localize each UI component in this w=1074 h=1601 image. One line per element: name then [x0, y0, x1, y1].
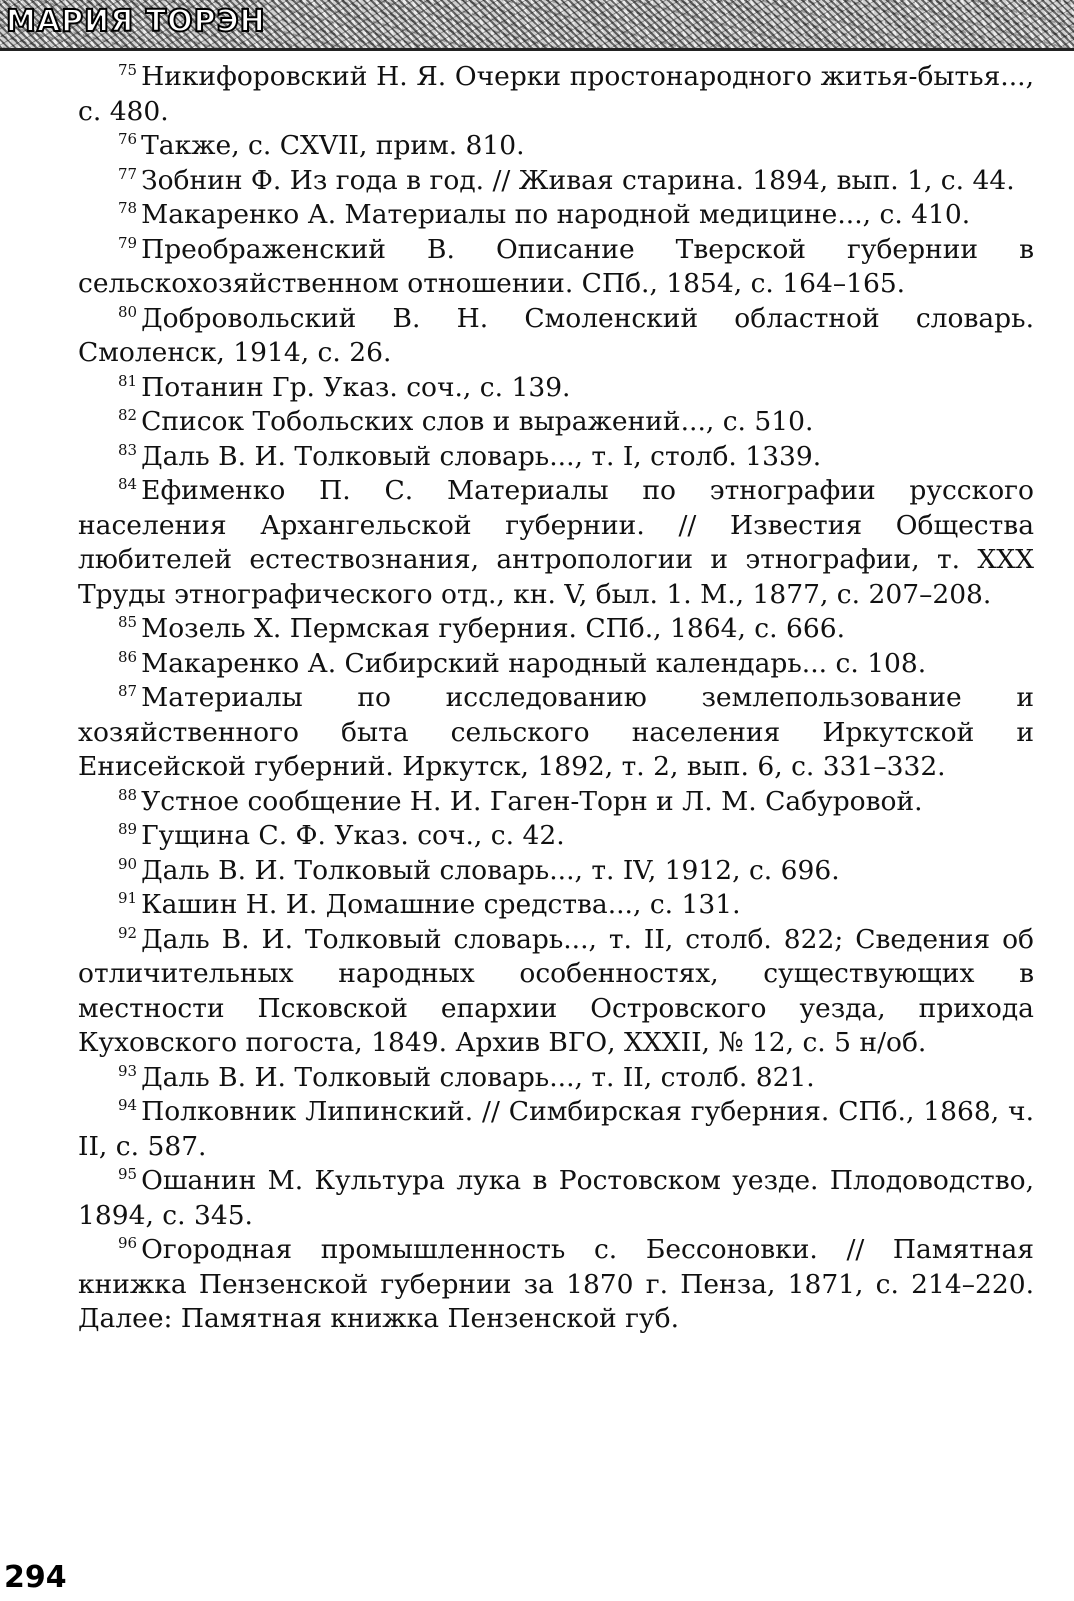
footnote-text: Макаренко А. Сибирский народный календарь... с. 108.: [141, 647, 927, 679]
footnote: [78, 1164, 1034, 1233]
footnote-text: Кашин Н. И. Домашние средства..., с. 131.: [141, 889, 741, 920]
footnote-text: Даль В. И. Толковый словарь..., т. II, столб. 822; Сведения об отличительных народных особенностях, существующих в местности Псковской епархии Островского уезда, прихода Куховского погоста, 1849. Архив ВГО, XXXII, № 12, с. 5 н/об.: [78, 923, 1034, 1058]
footnote-number: 95: [118, 1165, 138, 1183]
footnote-text: Зобнин Ф. Из года в год. // Живая старина. 1894, вып. 1, с. 44.: [141, 164, 1015, 196]
running-header-title: МАРИЯ ТОРЭН: [6, 4, 266, 39]
footnote-text: Полковник Липинский. // Симбирская губерния. СПб., 1868, ч. II, с. 587.: [78, 1096, 1034, 1162]
footnote-number: 79: [118, 233, 138, 252]
footnote-text: Преображенский В. Описание Тверской губернии в сельскохозяйственном отношении. СПб., 1854, с. 164–165.: [78, 233, 1034, 299]
footnote: [78, 1233, 1034, 1337]
footnote: [78, 405, 1034, 440]
footnote-number: 78: [118, 199, 138, 217]
footnote-text: Никифоровский Н. Я. Очерки простонародного житья-бытья..., с. 480.: [78, 61, 1034, 127]
footnote-text: Даль В. И. Толковый словарь..., т. I, столб. 1339.: [141, 440, 822, 472]
footnote: [78, 60, 1034, 129]
footnote-number: 81: [118, 371, 138, 390]
footnote-number: 80: [118, 302, 138, 321]
footnote-text: Устное сообщение Н. И. Гаген-Торн и Л. М. Сабуровой.: [141, 785, 923, 817]
footnote-number: 83: [118, 440, 138, 459]
footnote-number: 90: [118, 854, 138, 873]
footnote: [78, 302, 1034, 371]
footnote: [78, 198, 1034, 233]
footnote-number: 91: [118, 889, 138, 907]
footnote-number: 75: [118, 61, 138, 79]
footnote-text: Ошанин М. Культура лука в Ростовском уезде. Плодоводство, 1894, с. 345.: [78, 1165, 1034, 1231]
footnote: [78, 1095, 1034, 1164]
footnote-text: Список Тобольских слов и выражений..., с. 510.: [141, 406, 814, 437]
footnote: [78, 440, 1034, 475]
footnote-text: Даль В. И. Толковый словарь..., т. II, столб. 821.: [141, 1061, 815, 1093]
footnote-number: 85: [118, 613, 138, 631]
footnote-number: 93: [118, 1061, 138, 1080]
footnote-text: Также, с. CXVII, прим. 810.: [141, 130, 525, 161]
footnote-number: 96: [118, 1234, 138, 1252]
footnote-text: Даль В. И. Толковый словарь..., т. IV, 1912, с. 696.: [141, 854, 840, 886]
footnote-text: Ефименко П. С. Материалы по этнографии русского населения Архангельской губернии. // Известия Общества любителей естествознания, антропологии и этнографии, т. XXX Труды этнографического отд., кн. V, был. 1. М., 1877, с. 207–208.: [78, 475, 1034, 610]
footnote-number: 89: [118, 820, 138, 838]
footnote-number: 88: [118, 785, 138, 804]
footnote-text: Потанин Гр. Указ. соч., с. 139.: [141, 371, 571, 403]
footnote-number: 86: [118, 647, 138, 666]
footnote-text: Материалы по исследованию землепользование и хозяйственного быта сельского населения Иркутской и Енисейской губерний. Иркутск, 1892, т. 2, вып. 6, с. 331–332.: [78, 682, 1034, 782]
footnote-number: 84: [118, 475, 138, 493]
footnote-number: 94: [118, 1096, 138, 1114]
footnote-text: Макаренко А. Материалы по народной медицине..., с. 410.: [141, 199, 971, 230]
footnote: [78, 923, 1034, 1061]
footnote: [78, 612, 1034, 647]
footnote-number: 87: [118, 682, 138, 700]
footnote: [78, 647, 1034, 682]
footnote-number: 92: [118, 923, 138, 942]
footnote: [78, 854, 1034, 889]
running-header: [0, 0, 1074, 51]
footnote: [78, 233, 1034, 302]
footnote: [78, 888, 1034, 923]
page-number: 294: [4, 1560, 67, 1595]
footnote: [78, 371, 1034, 406]
footnote: [78, 164, 1034, 199]
footnote-text: Огородная промышленность с. Бессоновки. // Памятная книжка Пензенской губернии за 1870 г. Пенза, 1871, с. 214–220. Далее: Памятная книжка Пензенской губ.: [78, 1234, 1034, 1334]
footnote-number: 82: [118, 406, 138, 424]
footnote: [78, 681, 1034, 785]
footnote-number: 76: [118, 130, 138, 148]
footnote: [78, 785, 1034, 820]
footnote: [78, 129, 1034, 164]
footnote-text: Добровольский В. Н. Смоленский областной словарь. Смоленск, 1914, с. 26.: [78, 302, 1034, 368]
footnote-text: Гущина С. Ф. Указ. соч., с. 42.: [141, 820, 565, 851]
footnote-text: Мозель Х. Пермская губерния. СПб., 1864, с. 666.: [141, 613, 845, 644]
footnote-list: [78, 60, 1034, 1337]
footnote: [78, 474, 1034, 612]
footnote: [78, 819, 1034, 854]
footnote-number: 77: [118, 164, 138, 183]
footnote: [78, 1061, 1034, 1096]
